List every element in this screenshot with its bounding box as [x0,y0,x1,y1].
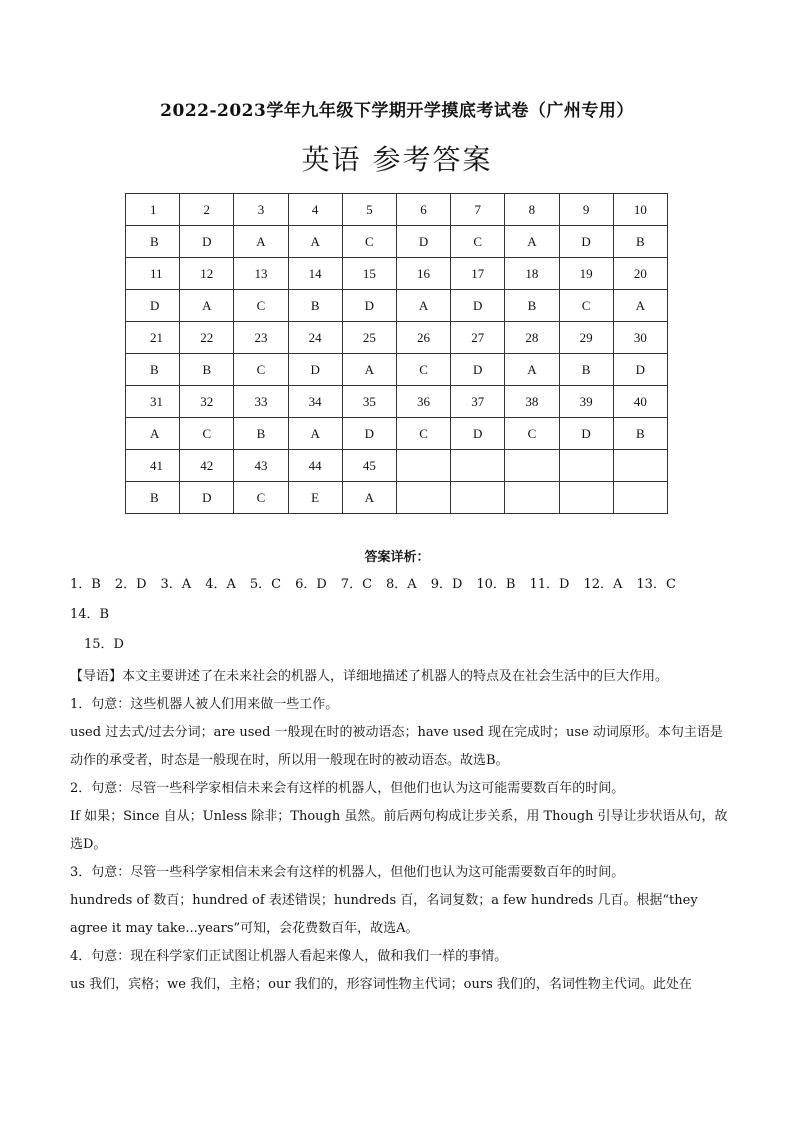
explanation-paragraph: 1．句意：这些机器人被人们用来做一些工作。 [70,697,339,712]
question-number-cell: 19 [559,258,613,290]
question-number-row [126,450,668,482]
answer-cell: A [613,290,667,322]
question-number-cell: 20 [613,258,667,290]
answer-cell: B [126,354,180,386]
answer-cell: C [451,226,505,258]
question-number-cell: 1 [126,194,180,226]
question-number-cell: 25 [342,322,396,354]
quick-answer-item: 5．C [249,577,282,592]
question-number-cell: 43 [234,450,288,482]
answer-cell: A [288,226,342,258]
question-number-cell: 31 [126,386,180,418]
question-number-cell: 33 [234,386,288,418]
question-number-cell: 38 [505,386,559,418]
answer-cell: B [505,290,559,322]
quick-answer-item: 3．A [160,577,192,592]
answer-cell: D [451,290,505,322]
explanation-paragraph: 3．句意：尽管一些科学家相信未来会有这样的机器人，但他们也认为这可能需要数百年的时间。 [70,865,625,880]
answer-row [126,226,668,258]
question-number-cell: 18 [505,258,559,290]
answer-cell: B [180,354,234,386]
answer-cell: A [180,290,234,322]
answer-cell: D [288,354,342,386]
answer-cell: D [451,418,505,450]
answer-cell: C [505,418,559,450]
answer-cell: B [613,226,667,258]
explanation-paragraph: used 过去式/过去分词；are used 一般现在时的被动语态；have used 现在完成时；use 动词原形。本句主语是动作的承受者，时态是一般现在时，所以用一般现在时的被动语态。故选B。 [70,725,723,768]
question-number-cell: 44 [288,450,342,482]
quick-answer-item: 15．D [84,637,124,652]
quick-answers-row-2 [70,630,735,660]
question-number-cell: 15 [342,258,396,290]
question-number-cell: 35 [342,386,396,418]
question-number-cell: 9 [559,194,613,226]
question-number-cell [396,450,450,482]
answer-cell [505,482,559,514]
question-number-cell: 12 [180,258,234,290]
question-number-cell: 2 [180,194,234,226]
question-number-cell [505,450,559,482]
answer-cell: B [559,354,613,386]
question-number-cell [451,450,505,482]
quick-answers [70,570,735,660]
question-number-row [126,386,668,418]
answer-table [125,193,668,514]
quick-answer-item: 7．C [340,577,373,592]
answer-cell: D [559,418,613,450]
question-number-cell: 28 [505,322,559,354]
answer-cell: E [288,482,342,514]
question-number-cell: 30 [613,322,667,354]
question-number-cell: 34 [288,386,342,418]
answer-cell: D [613,354,667,386]
question-number-cell: 7 [451,194,505,226]
question-number-cell: 21 [126,322,180,354]
answer-cell: D [342,290,396,322]
quick-answer-item: 6．D [295,577,327,592]
answer-cell [451,482,505,514]
question-number-cell: 37 [451,386,505,418]
page-title: 2022-2023学年九年级下学期开学摸底考试卷（广州专用） [160,101,634,121]
explanation-paragraph: If 如果；Since 自从；Unless 除非；Though 虽然。前后两句构成让步关系，用 Though 引导让步状语从句，故选D。 [70,809,728,852]
explanation-paragraph: 4．句意：现在科学家们正试图让机器人看起来像人，做和我们一样的事情。 [70,949,508,964]
question-number-cell: 23 [234,322,288,354]
explanation-paragraph: us 我们，宾格；we 我们，主格；our 我们的，形容词性物主代词；ours 我们的，名词性物主代词。此处在 [70,977,692,992]
quick-answer-item: 2．D [114,577,147,592]
question-number-cell: 11 [126,258,180,290]
answer-cell: A [342,354,396,386]
answer-row [126,482,668,514]
question-number-cell: 14 [288,258,342,290]
explanation-text [70,663,735,999]
question-number-cell [613,450,667,482]
answer-cell: A [126,418,180,450]
question-number-row [126,194,668,226]
quick-answer-item: 4．A [205,577,236,592]
answer-cell: D [180,226,234,258]
question-number-cell: 42 [180,450,234,482]
question-number-cell: 41 [126,450,180,482]
answer-cell: D [451,354,505,386]
quick-answer-item: 9．D [430,577,463,592]
answer-cell: D [559,226,613,258]
answer-cell: C [234,482,288,514]
quick-answer-item: 14．B [70,607,110,622]
answer-cell: A [396,290,450,322]
answer-cell: B [234,418,288,450]
answer-cell: B [126,482,180,514]
answer-cell: A [505,354,559,386]
answer-cell: B [288,290,342,322]
question-number-cell: 45 [342,450,396,482]
question-number-cell: 13 [234,258,288,290]
answer-cell: C [559,290,613,322]
answer-cell: A [288,418,342,450]
quick-answers-row-1 [70,570,735,630]
answer-cell: C [234,290,288,322]
question-number-cell: 32 [180,386,234,418]
question-number-cell: 26 [396,322,450,354]
explanation-paragraph: hundreds of 数百；hundred of 表述错误；hundreds 百，名词复数；a few hundreds 几百。根据“they agree it may take...years”可知，会花费数百年，故选A。 [70,893,698,936]
answer-cell: B [126,226,180,258]
question-number-cell: 40 [613,386,667,418]
quick-answer-item: 10．B [476,577,516,592]
quick-answer-item: 12．A [583,577,623,592]
question-number-cell: 3 [234,194,288,226]
question-number-cell: 10 [613,194,667,226]
page-subtitle: 英语 参考答案 [301,143,493,176]
answer-row [126,418,668,450]
explanation-paragraph: 【导语】本文主要讲述了在未来社会的机器人，详细地描述了机器人的特点及在社会生活中的巨大作用。 [70,669,669,684]
answer-cell: D [396,226,450,258]
quick-answer-item: 8．A [386,577,417,592]
answer-cell: C [342,226,396,258]
answer-cell [559,482,613,514]
question-number-cell: 17 [451,258,505,290]
answer-cell: B [613,418,667,450]
answer-cell [613,482,667,514]
question-number-cell: 8 [505,194,559,226]
question-number-cell: 39 [559,386,613,418]
question-number-row [126,322,668,354]
question-number-cell: 24 [288,322,342,354]
question-number-cell: 27 [451,322,505,354]
answer-cell: D [126,290,180,322]
answer-cell: A [342,482,396,514]
answer-cell: C [180,418,234,450]
explanation-paragraph: 2．句意：尽管一些科学家相信未来会有这样的机器人，但他们也认为这可能需要数百年的时间。 [70,781,625,796]
question-number-cell: 29 [559,322,613,354]
answer-cell: C [234,354,288,386]
question-number-cell: 5 [342,194,396,226]
question-number-cell: 22 [180,322,234,354]
answer-cell: D [180,482,234,514]
question-number-cell: 4 [288,194,342,226]
question-number-cell: 16 [396,258,450,290]
quick-answer-item: 1．B [70,577,101,592]
answer-row [126,290,668,322]
answer-cell: C [396,354,450,386]
question-number-cell: 6 [396,194,450,226]
quick-answer-item: 11．D [529,577,570,592]
answer-row [126,354,668,386]
question-number-cell: 36 [396,386,450,418]
question-number-cell [559,450,613,482]
question-number-row [126,258,668,290]
answer-cell: D [342,418,396,450]
quick-answer-item: 13．C [636,577,676,592]
answer-cell [396,482,450,514]
answer-cell: C [396,418,450,450]
detail-heading: 答案详析： [364,550,430,565]
answer-cell: A [505,226,559,258]
answer-cell: A [234,226,288,258]
